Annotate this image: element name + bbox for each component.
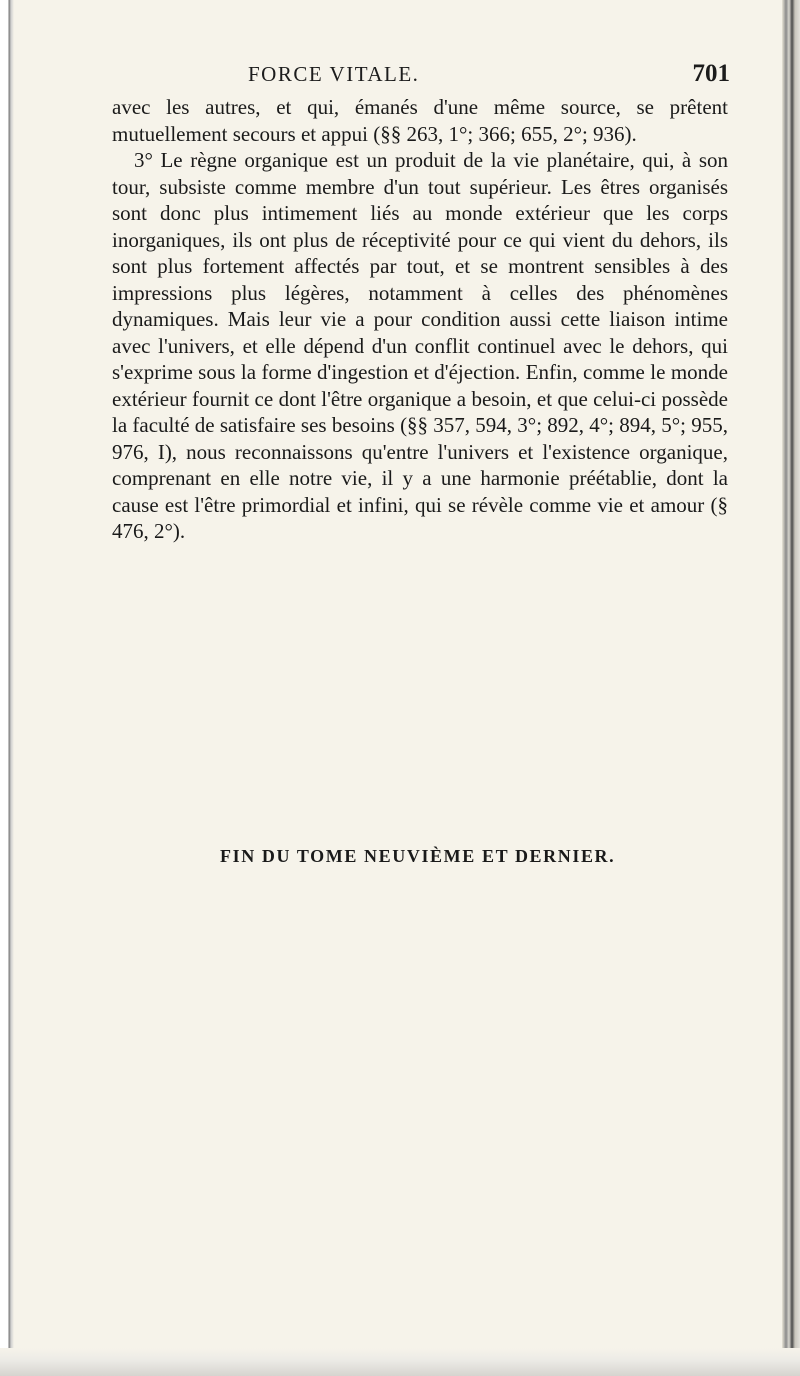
- page-left-margin-rule: [0, 0, 14, 1376]
- page-number: 701: [692, 60, 730, 87]
- paragraph-point-3: 3° Le règne organique est un produit de la vie planétaire, qui, à son tour, subsiste comme membre d'un tout supérieur. Les êtres organisés sont donc plus intimement liés au monde extérieur que les corps inorganiques, ils ont plus de réceptivité pour ce qui vient du dehors, ils sont plus fortement affectés par tout, et se montrent sensibles à des impressions plus légères, notamment à celles des phénomènes dynamiques. Mais leur vie a pour condition aussi cette liaison intime avec l'univers, et elle dépend d'un conflit continuel avec le dehors, qui s'exprime sous la forme d'ingestion et d'éjection. Enfin, comme le monde extérieur fournit ce dont l'être organique a besoin, et que celui-ci possède la faculté de satisfaire ses besoins (§§ 357, 594, 3°; 892, 4°; 894, 5°; 955, 976, I), nous reconnaissons qu'entre l'univers et l'existence organique, comprenant en elle notre vie, il y a une harmonie préétablie, dont la cause est l'être primordial et infini, qui se révèle comme vie et amour (§ 476, 2°).: [112, 148, 729, 543]
- book-binding-edge: [782, 0, 800, 1376]
- running-title: FORCE VITALE.: [248, 62, 420, 86]
- end-of-volume-colophon: FIN DU TOME NEUVIÈME ET DERNIER.: [220, 846, 616, 866]
- paragraph-continuation: avec les autres, et qui, émanés d'une même source, se prêtent mutuellement secours et appui (§§ 263, 1°; 366; 655, 2°; 936).: [112, 95, 728, 146]
- body-text: [112, 94, 728, 545]
- page-bottom-shadow: [0, 1348, 800, 1376]
- running-head: [110, 62, 760, 88]
